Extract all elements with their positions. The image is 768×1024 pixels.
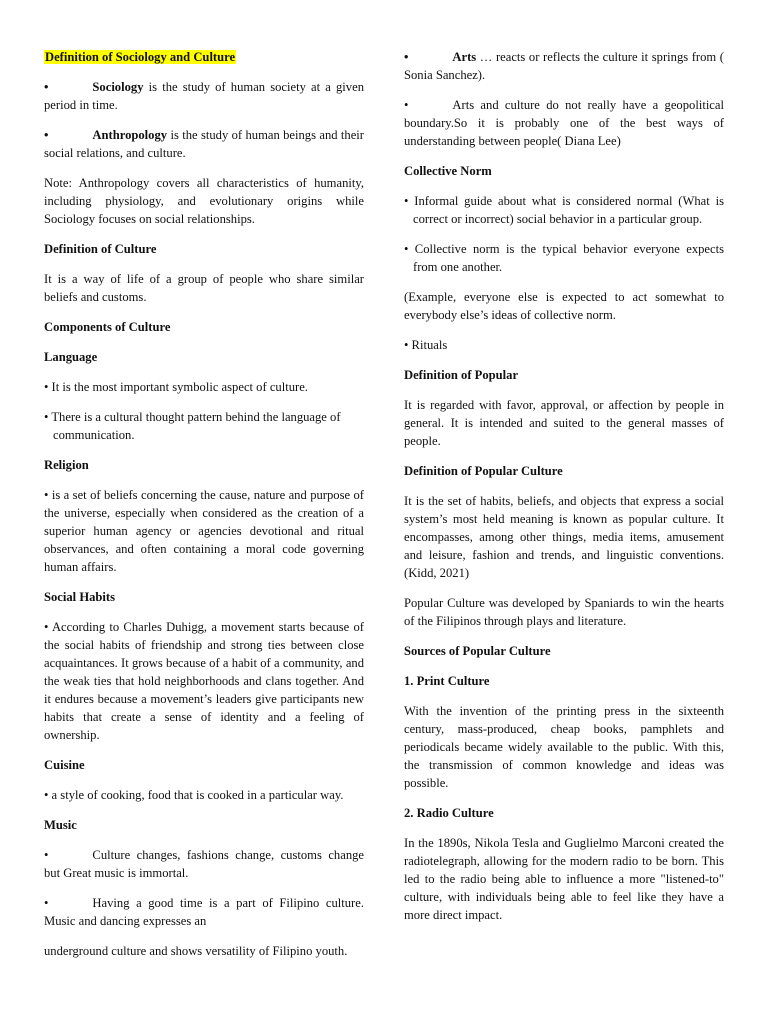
subheading-print-culture: 1. Print Culture [404,674,490,688]
cuisine-text: • a style of cooking, food that is cooked in a particular way. [44,788,344,802]
print-culture-text: With the invention of the printing press in the sixteenth century, mass-produced, cheap books, pamphlets and periodicals became widely available to the public. With this, the transmission of common knowledge and ideas was possible. [404,704,724,790]
music-bullet-2: • Having a good time is a part of Filipino culture. Music and dancing expresses an [44,896,364,928]
popular-culture-definition: It is the set of habits, beliefs, and objects that express a social system’s most held meaning is known as popular culture. It encompasses, among other things, media items, amusement and leisure, fashion and trends, and linguistic conventions. (Kidd, 2021) [404,494,724,580]
radio-culture-text: In the 1890s, Nikola Tesla and Guglielmo Marconi created the radiotelegraph, allowing for the modern radio to be born. This led to the radio being able to influence a more "listened-to" culture, with individuals being able to feel like they have a more direct impact. [404,836,724,922]
norm-example: (Example, everyone else is expected to act somewhat to everybody else’s ideas of collective norm. [404,290,724,322]
left-column [44,48,364,972]
section-heading-collective-norm: Collective Norm [404,164,492,178]
sociology-term: Sociology [92,80,144,94]
arts-term: Arts [452,50,477,64]
rituals-bullet: • Rituals [404,338,448,352]
section-heading-popular-culture: Definition of Popular Culture [404,464,563,478]
subheading-language: Language [44,350,98,364]
arts-boundary: • Arts and culture do not really have a geopolitical boundary.So it is probably one of the best ways of understanding between people( Diana Lee) [404,98,724,148]
religion-text: • is a set of beliefs concerning the cause, nature and purpose of the universe, especially when considered as the creation of a superior human agency or agencies devotional and ritual observances, and often containing a moral code governing human affairs. [44,488,364,574]
anthropology-definition: • Anthropology is the study of human beings and their social relations, and culture. [44,128,364,160]
language-bullet-1: • It is the most important symbolic aspect of culture. [44,380,308,394]
arts-definition: • Arts … reacts or reflects the culture it springs from ( Sonia Sanchez). [404,50,724,82]
music-bullet-1: • Culture changes, fashions change, customs change but Great music is immortal. [44,848,364,880]
subheading-radio-culture: 2. Radio Culture [404,806,494,820]
note-paragraph: Note: Anthropology covers all characteristics of humanity, including physiology, and evolutionary origins while Sociology focuses on social relationships. [44,176,364,226]
right-column [404,48,724,936]
subheading-cuisine: Cuisine [44,758,85,772]
subheading-music: Music [44,818,77,832]
culture-definition: It is a way of life of a group of people who share similar beliefs and customs. [44,272,364,304]
language-bullet-2: • There is a cultural thought pattern behind the language of communication. [44,410,341,442]
music-continuation: underground culture and shows versatility of Filipino youth. [44,944,348,958]
popular-definition: It is regarded with favor, approval, or affection by people in general. It is intended and suited to the general masses of people. [404,398,724,448]
section-heading-sources: Sources of Popular Culture [404,644,551,658]
section-heading-popular: Definition of Popular [404,368,519,382]
anthropology-term: Anthropology [92,128,168,142]
norm-bullet-1: • Informal guide about what is considered normal (What is correct or incorrect) social behavior in a particular group. [404,194,724,226]
section-heading-culture: Definition of Culture [44,242,157,256]
norm-bullet-2: • Collective norm is the typical behavior everyone expects from one another. [404,242,724,274]
social-habits-text: • According to Charles Duhigg, a movement starts because of the social habits of friendship and strong ties between close acquaintances. It grows because of a habit of a community, and the weak ties that hold neighborhoods and clans together. And it endures because a movement’s leaders give participants new habits that create a sense of identity and a feeling of ownership. [44,620,364,742]
section-heading-sociology-culture: Definition of Sociology and Culture [45,50,236,64]
subheading-religion: Religion [44,458,89,472]
sociology-definition: • Sociology is the study of human society at a given period in time. [44,80,364,112]
subheading-social-habits: Social Habits [44,590,116,604]
section-heading-components: Components of Culture [44,320,171,334]
spaniards-paragraph: Popular Culture was developed by Spaniards to win the hearts of the Filipinos through plays and literature. [404,596,724,628]
